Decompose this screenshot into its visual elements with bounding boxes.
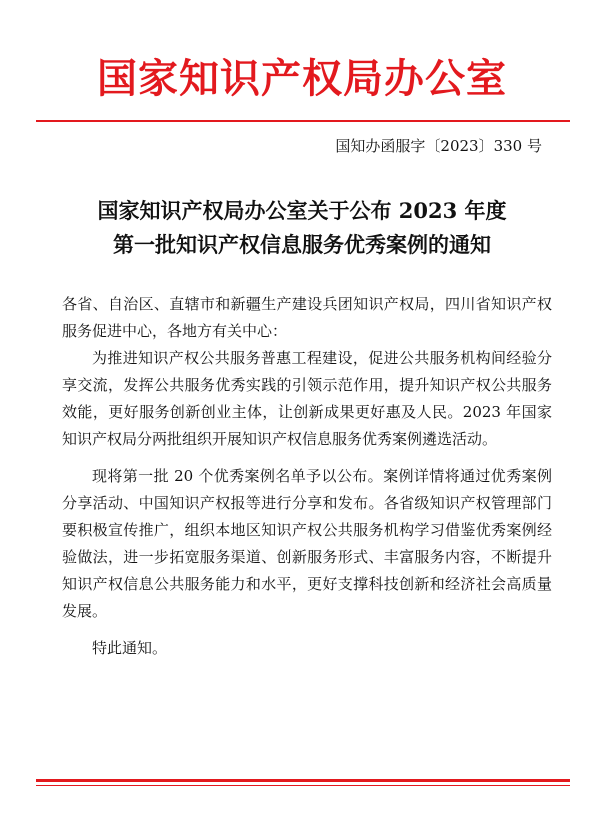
masthead-title: 国家知识产权局办公室 bbox=[97, 55, 507, 102]
closing-line: 特此通知。 bbox=[92, 639, 168, 657]
notice-body bbox=[62, 291, 552, 662]
notice-title-line-2: 第一批知识产权信息服务优秀案例的通知 bbox=[113, 232, 491, 257]
paragraph-gap bbox=[62, 453, 552, 463]
notice-title bbox=[0, 194, 604, 262]
document-number: 国知办函服字〔2023〕330 号 bbox=[335, 137, 542, 155]
masthead-red-rule bbox=[36, 120, 570, 122]
footer-red-rule-thick bbox=[36, 779, 570, 782]
notice-title-line-1: 国家知识产权局办公室关于公布 2023 年度 bbox=[97, 198, 507, 223]
footer-red-rule-thin bbox=[36, 785, 570, 786]
salutation: 各省、自治区、直辖市和新疆生产建设兵团知识产权局，四川省知识产权服务促进中心，各地方有关中心： bbox=[62, 295, 552, 340]
paragraph-2: 现将第一批 20 个优秀案例名单予以公布。案例详情将通过优秀案例分享活动、中国知识产权报等进行分享和发布。各省级知识产权管理部门要积极宣传推广，组织本地区知识产权公共服务机构学习借鉴优秀案例经验做法，进一步拓宽服务渠道、创新服务形式、丰富服务内容，不断提升知识产权信息公共服务能力和水平，更好支撑科技创新和经济社会高质量发展。 bbox=[62, 467, 552, 620]
paragraph-1: 为推进知识产权公共服务普惠工程建设，促进公共服务机构间经验分享交流，发挥公共服务优秀实践的引领示范作用，提升知识产权公共服务效能，更好服务创新创业主体，让创新成果更好惠及人民。2023 年国家知识产权局分两批组织开展知识产权信息服务优秀案例遴选活动。 bbox=[62, 349, 552, 448]
paragraph-gap bbox=[62, 625, 552, 635]
